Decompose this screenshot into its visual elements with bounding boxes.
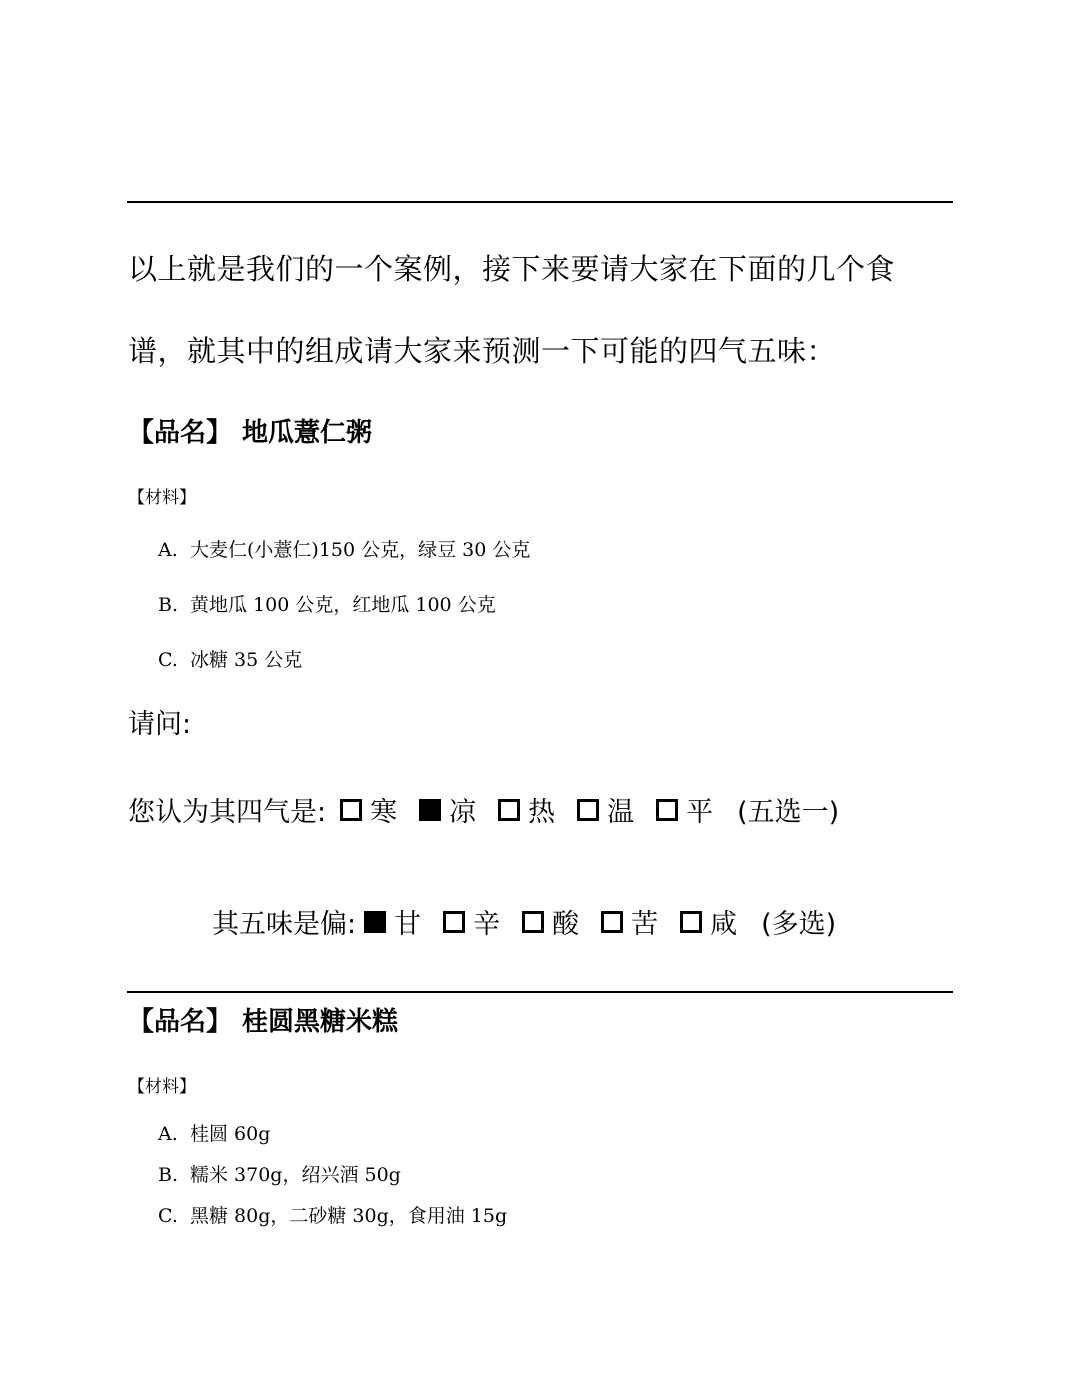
four-qi-option-cold[interactable]: 寒 bbox=[340, 790, 397, 829]
flavor-option-sweet[interactable]: 甘 bbox=[364, 902, 421, 941]
item-text: 糯米 370g，绍兴酒 50g bbox=[190, 1164, 401, 1186]
top-divider bbox=[127, 201, 953, 203]
recipe2-materials-label: 【材料】 bbox=[128, 1077, 196, 1097]
four-qi-prompt: 您认为其四气是: bbox=[128, 797, 327, 828]
four-qi-row bbox=[128, 790, 839, 829]
recipe2-material-item bbox=[158, 1119, 270, 1146]
recipe1-name: 地瓜薏仁粥 bbox=[242, 418, 373, 448]
recipe1-material-item bbox=[158, 645, 302, 672]
checkbox-icon[interactable] bbox=[364, 911, 386, 933]
checkbox-icon[interactable] bbox=[498, 799, 520, 821]
checkbox-icon[interactable] bbox=[522, 911, 544, 933]
checkbox-icon[interactable] bbox=[680, 911, 702, 933]
item-letter: C. bbox=[158, 1205, 178, 1227]
four-qi-option-cool[interactable]: 凉 bbox=[419, 790, 476, 829]
checkbox-icon[interactable] bbox=[601, 911, 623, 933]
flavor-option-salty[interactable]: 咸 bbox=[680, 902, 737, 941]
recipe2-title bbox=[128, 1001, 398, 1038]
checkbox-icon[interactable] bbox=[419, 799, 441, 821]
five-flavors-prompt: 其五味是偏: bbox=[212, 909, 357, 940]
recipe1-name-label: 【品名】 bbox=[128, 418, 233, 448]
item-letter: B. bbox=[158, 594, 179, 616]
recipe1-material-item bbox=[158, 590, 496, 617]
item-text: 大麦仁(小薏仁)150 公克，绿豆 30 公克 bbox=[190, 539, 531, 561]
four-qi-option-warm[interactable]: 温 bbox=[577, 790, 634, 829]
item-letter: A. bbox=[158, 539, 178, 561]
item-text: 冰糖 35 公克 bbox=[190, 649, 303, 671]
flavor-option-sour[interactable]: 酸 bbox=[522, 902, 579, 941]
four-qi-option-hot[interactable]: 热 bbox=[498, 790, 555, 829]
recipe1-material-item bbox=[158, 535, 530, 562]
four-qi-note: (五选一) bbox=[737, 797, 840, 828]
recipe2-material-item bbox=[158, 1201, 507, 1228]
intro-paragraph bbox=[128, 228, 958, 392]
section-divider bbox=[127, 991, 953, 993]
four-qi-option-neutral[interactable]: 平 bbox=[656, 790, 713, 829]
item-letter: C. bbox=[158, 649, 178, 671]
recipe2-name: 桂圆黑糖米糕 bbox=[242, 1007, 399, 1037]
checkbox-icon[interactable] bbox=[443, 911, 465, 933]
recipe1-title bbox=[128, 412, 372, 449]
flavor-option-bitter[interactable]: 苦 bbox=[601, 902, 658, 941]
recipe2-material-item bbox=[158, 1160, 401, 1187]
item-text: 黄地瓜 100 公克，红地瓜 100 公克 bbox=[190, 594, 496, 616]
item-letter: B. bbox=[158, 1164, 179, 1186]
checkbox-icon[interactable] bbox=[340, 799, 362, 821]
item-text: 黑糖 80g，二砂糖 30g，食用油 15g bbox=[190, 1205, 508, 1227]
intro-line-1: 以上就是我们的一个案例，接下来要请大家在下面的几个食 bbox=[128, 252, 896, 286]
five-flavors-row bbox=[212, 902, 836, 941]
recipe2-name-label: 【品名】 bbox=[128, 1007, 233, 1037]
item-letter: A. bbox=[158, 1123, 178, 1145]
checkbox-icon[interactable] bbox=[656, 799, 678, 821]
question-label: 请问: bbox=[128, 709, 192, 740]
recipe1-materials-label: 【材料】 bbox=[128, 488, 196, 508]
intro-line-2: 谱，就其中的组成请大家来预测一下可能的四气五味： bbox=[128, 334, 837, 368]
five-flavors-note: (多选) bbox=[761, 909, 837, 940]
flavor-option-pungent[interactable]: 辛 bbox=[443, 902, 500, 941]
item-text: 桂圆 60g bbox=[190, 1123, 271, 1145]
checkbox-icon[interactable] bbox=[577, 799, 599, 821]
